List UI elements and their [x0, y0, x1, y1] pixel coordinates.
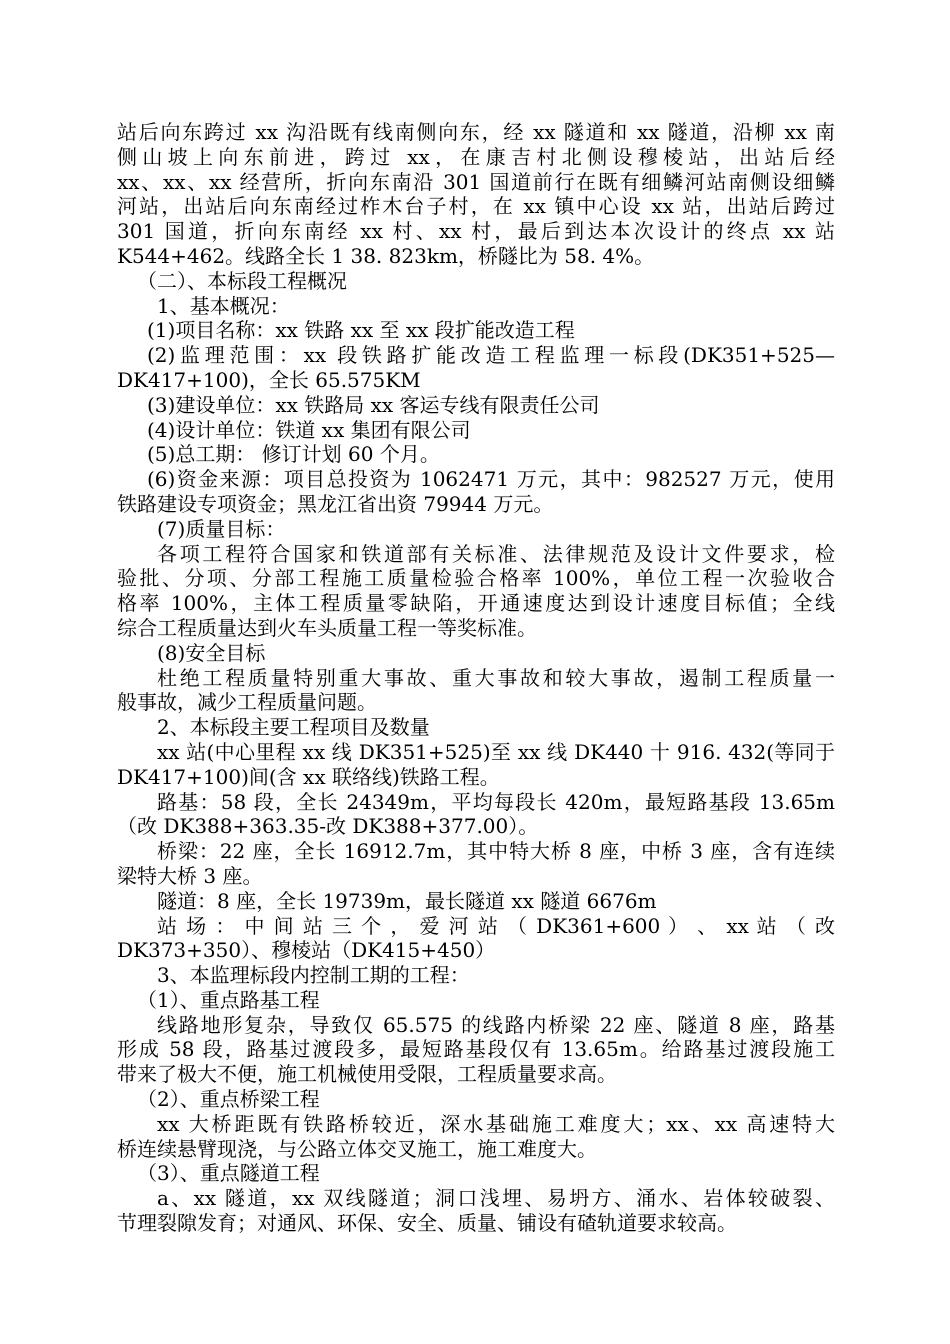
subsection-heading: （1）、重点路基工程	[137, 987, 320, 1012]
text-line: 铁路建设专项资金；黑龙江省出资 79944 万元。	[117, 491, 554, 516]
subsection-heading: 3、本监理标段内控制工期的工程：	[157, 963, 470, 988]
text-line: 侧山坡上向东前进，跨过 xx，在康吉村北侧设穆棱站，出站后经	[117, 144, 835, 169]
subsection-heading: 2、本标段主要工程项目及数量	[157, 715, 430, 740]
text-line: 节理裂隙发育；对通风、环保、安全、质量、铺设有碴轨道要求较高。	[117, 1211, 737, 1236]
text-line: 般事故，减少工程质量问题。	[117, 690, 377, 715]
text-line: (4)设计单位：铁道 xx 集团有限公司	[147, 417, 471, 442]
text-line: xx 站(中心里程 xx 线 DK351+525)至 xx 线 DK440 十 916. 432(等同于	[157, 739, 835, 764]
text-line: (1)项目名称：xx 铁路 xx 至 xx 段扩能改造工程	[147, 318, 575, 343]
document-body	[117, 120, 835, 1236]
text-line: DK373+350）、穆棱站（DK415+450）	[117, 938, 496, 963]
text-line: a、xx 隧道，xx 双线隧道；洞口浅埋、易坍方、涌水、岩体较破裂、	[157, 1186, 835, 1211]
text-line: 站 场 ： 中 间 站 三 个 ， 爱 河 站 （ DK361+600 ） 、 xx 站 （ 改	[157, 913, 835, 938]
text-line: (5)总工期： 修订计划 60 个月。	[147, 442, 440, 467]
text-line: （改 DK388+363.35-改 DK388+377.00）。	[117, 814, 539, 839]
text-line: 格率 100%，主体工程质量零缺陷，开通速度达到设计速度目标值；全线	[117, 591, 835, 616]
text-line: 线路地形复杂，导致仅 65.575 的线路内桥梁 22 座、隧道 8 座，路基	[157, 1012, 835, 1037]
text-line: 各项工程符合国家和铁道部有关标准、法律规范及设计文件要求，检	[157, 541, 835, 566]
text-line: (8)安全目标	[157, 640, 266, 665]
section-heading: （二）、本标段工程概况	[137, 268, 347, 293]
text-line: (7)质量目标：	[157, 516, 286, 541]
text-line: (2)监理范围：xx 段铁路扩能改造工程监理一标段(DK351+525—	[147, 343, 835, 368]
text-line: xx、xx、xx 经营所，折向东南沿 301 国道前行在既有细鳞河站南侧设细鳞	[117, 169, 835, 194]
text-line: 杜绝工程质量特别重大事故、重大事故和较大事故，遏制工程质量一	[157, 665, 835, 690]
text-line: DK417+100)，全长 65.575KM	[117, 367, 421, 392]
text-line: (6)资金来源：项目总投资为 1062471 万元，其中：982527 万元，使用	[147, 467, 835, 492]
text-line: DK417+100)间(含 xx 联络线)铁路工程。	[117, 764, 500, 789]
subsection-heading: （2）、重点桥梁工程	[137, 1087, 320, 1112]
text-line: 河站，出站后向东南经过柞木台子村，在 xx 镇中心设 xx 站，出站后跨过	[117, 194, 835, 219]
text-line: K544+462。线路全长 1 38. 823km，桥隧比为 58. 4%。	[117, 243, 655, 268]
text-line: 验批、分项、分部工程施工质量检验合格率 100%，单位工程一次验收合	[117, 566, 835, 591]
text-line: 301 国道，折向东南经 xx 村、xx 村，最后到达本次设计的终点 xx 站	[117, 219, 835, 244]
text-line: 梁特大桥 3 座。	[117, 863, 263, 888]
text-line: 桥梁：22 座，全长 16912.7m，其中特大桥 8 座，中桥 3 座，含有连续	[157, 839, 835, 864]
text-line: 隧道：8 座，全长 19739m，最长隧道 xx 隧道 6676m	[157, 888, 657, 913]
text-line: 桥连续悬臂现浇，与公路立体交叉施工，施工难度大。	[117, 1136, 597, 1161]
subsection-heading: （3）、重点隧道工程	[137, 1161, 320, 1186]
text-line: xx 大桥距既有铁路桥较近，深水基础施工难度大；xx、xx 高速特大	[157, 1111, 835, 1136]
text-line: 路基：58 段，全长 24349m，平均每段长 420m，最短路基段 13.65m	[157, 789, 835, 814]
text-line: 综合工程质量达到火车头质量工程一等奖标准。	[117, 615, 537, 640]
text-line: 带来了极大不便，施工机械使用受限，工程质量要求高。	[117, 1062, 617, 1087]
text-line: (3)建设单位：xx 铁路局 xx 客运专线有限责任公司	[147, 392, 600, 417]
subsection-heading: 1、基本概况：	[157, 293, 290, 318]
text-line: 形成 58 段，路基过渡段多，最短路基段仅有 13.65m。给路基过渡段施工	[117, 1037, 835, 1062]
text-line: 站后向东跨过 xx 沟沿既有线南侧向东，经 xx 隧道和 xx 隧道，沿柳 xx 南	[117, 120, 835, 144]
